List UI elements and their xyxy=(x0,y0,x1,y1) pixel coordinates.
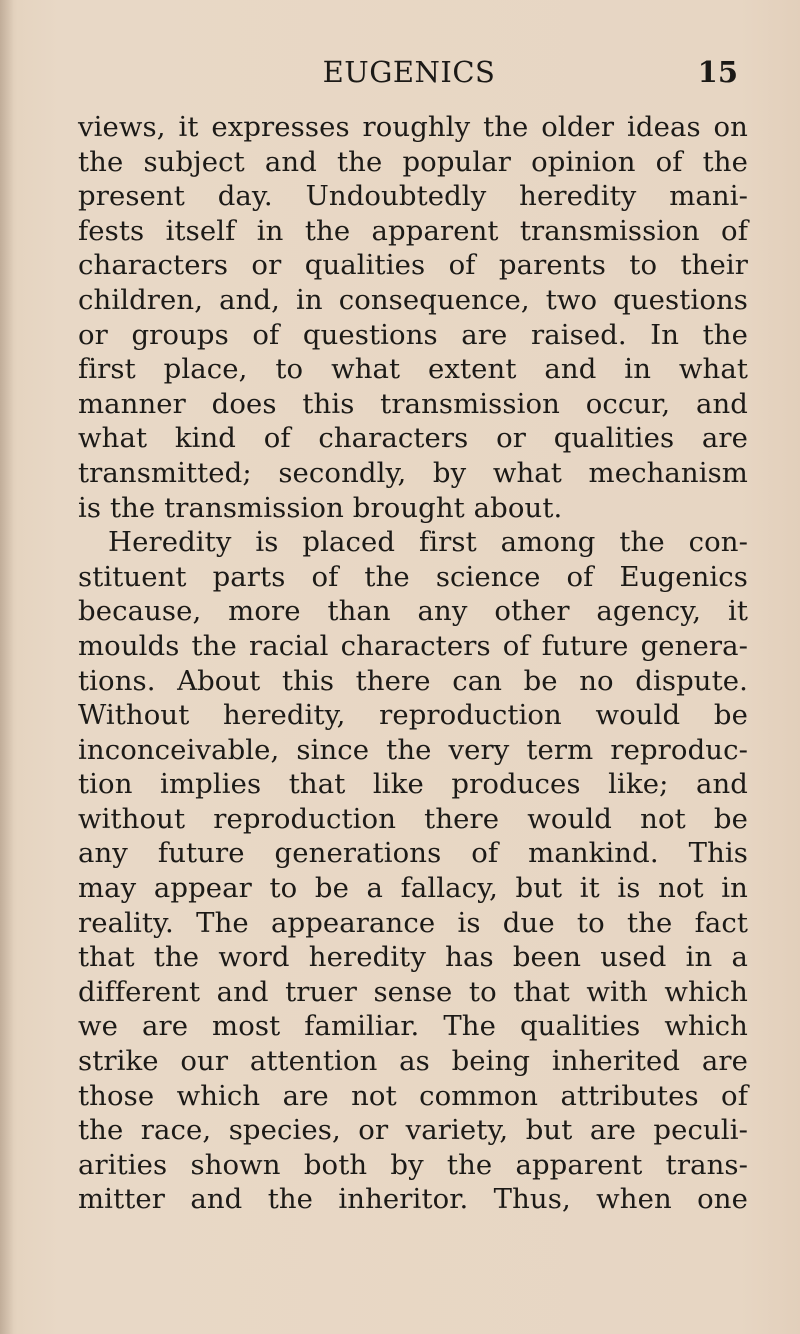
text-line: characters or qualities of parents to their xyxy=(78,249,748,282)
body-text xyxy=(78,110,748,1217)
text-line: Without heredity, reproduction would be xyxy=(78,699,748,732)
text-line: arities shown both by the apparent trans- xyxy=(78,1148,748,1181)
text-line: any future generations of mankind. This xyxy=(78,837,748,870)
text-line: may appear to be a fallacy, but it is not in xyxy=(78,872,748,905)
text-line: is the transmission brought about. xyxy=(78,491,563,524)
text-line: moulds the racial characters of future genera- xyxy=(78,629,748,662)
text-line: manner does this transmission occur, and xyxy=(78,387,748,420)
text-line: the race, species, or variety, but are peculi- xyxy=(78,1114,748,1147)
text-line: transmitted; secondly, by what mechanism xyxy=(78,456,748,489)
paragraph-first-line: Heredity is placed first among the con- xyxy=(108,526,748,559)
text-line: the subject and the popular opinion of the xyxy=(78,145,748,178)
text-line: children, and, in consequence, two questions xyxy=(78,283,748,316)
text-line: strike our attention as being inherited are xyxy=(78,1045,748,1078)
binding-shadow xyxy=(0,0,14,1334)
text-line: fests itself in the apparent transmission of xyxy=(78,214,748,247)
text-line: reality. The appearance is due to the fact xyxy=(78,906,748,939)
text-line: first place, to what extent and in what xyxy=(78,353,748,386)
text-line: tion implies that like produces like; and xyxy=(78,768,748,801)
text-line: without reproduction there would not be xyxy=(78,802,748,835)
running-title: EUGENICS xyxy=(322,55,496,89)
text-line: stituent parts of the science of Eugenics xyxy=(78,560,748,593)
text-line: that the word heredity has been used in a xyxy=(78,941,748,974)
text-line: because, more than any other agency, it xyxy=(78,595,748,628)
text-line: present day. Undoubtedly heredity mani- xyxy=(78,180,748,213)
text-line: different and truer sense to that with which xyxy=(78,975,748,1008)
page-number: 15 xyxy=(697,55,738,89)
running-head xyxy=(80,52,738,92)
text-line: we are most familiar. The qualities which xyxy=(78,1010,748,1043)
text-line: views, it expresses roughly the older ideas on xyxy=(78,111,748,143)
text-line: mitter and the inheritor. Thus, when one xyxy=(78,1183,748,1216)
text-line: or groups of questions are raised. In the xyxy=(78,318,748,351)
text-line: what kind of characters or qualities are xyxy=(78,422,748,455)
text-line: tions. About this there can be no dispute. xyxy=(78,664,748,697)
text-line: inconceivable, since the very term reproduc- xyxy=(78,733,748,766)
text-line: those which are not common attributes of xyxy=(78,1079,748,1112)
